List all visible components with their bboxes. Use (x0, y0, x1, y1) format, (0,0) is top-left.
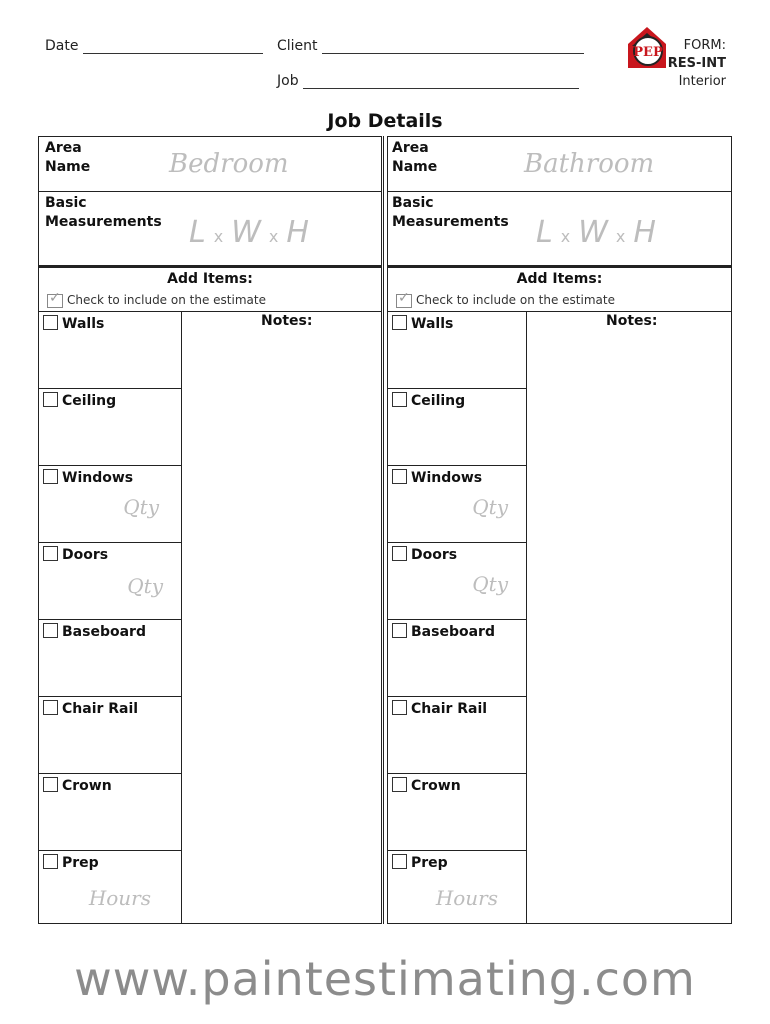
job-label: Job (277, 73, 299, 89)
add-items-heading: Add Items: (167, 271, 253, 287)
area-name-label: Area Name (392, 140, 438, 175)
checkbox[interactable] (43, 854, 58, 869)
date-line[interactable] (83, 39, 263, 54)
lwh-hint[interactable]: Lx W x H (536, 215, 658, 250)
client-label: Client (277, 38, 318, 54)
item-chair-rail[interactable]: Chair Rail (39, 696, 181, 774)
page-title: Job Details (327, 110, 443, 132)
checkbox[interactable] (392, 777, 407, 792)
area-name-value[interactable]: Bedroom (169, 149, 289, 179)
checkbox[interactable] (392, 469, 407, 484)
checkbox[interactable] (392, 623, 407, 638)
measurements-label: Basic Measurements (45, 195, 162, 230)
item-walls[interactable]: Walls (388, 311, 526, 389)
items-column (39, 311, 182, 923)
checked-checkbox-icon (396, 294, 412, 308)
client-line[interactable] (322, 39, 584, 54)
item-chair-rail[interactable]: Chair Rail (388, 696, 526, 774)
checkbox[interactable] (43, 777, 58, 792)
items-column (388, 311, 527, 923)
divider-line (388, 191, 731, 192)
item-prep[interactable]: Prep Hours (388, 850, 526, 923)
item-crown[interactable]: Crown (388, 773, 526, 851)
checkbox[interactable] (392, 854, 407, 869)
hours-hint: Hours (435, 886, 498, 910)
item-windows[interactable]: Windows Qty (388, 465, 526, 543)
date-label: Date (45, 38, 79, 54)
qty-hint: Qty (472, 495, 508, 519)
item-walls[interactable]: Walls (39, 311, 181, 389)
item-doors[interactable]: Doors Qty (388, 542, 526, 620)
panel-left (38, 136, 382, 924)
item-ceiling[interactable]: Ceiling (39, 388, 181, 466)
checkbox[interactable] (392, 546, 407, 561)
checkbox[interactable] (392, 700, 407, 715)
qty-hint: Qty (127, 574, 163, 598)
checkbox[interactable] (392, 392, 407, 407)
job-field (277, 73, 579, 89)
thick-divider (388, 265, 731, 268)
form-info (668, 37, 726, 91)
check-note: ✓Check to include on the estimate (47, 293, 266, 308)
item-doors[interactable]: Doors Qty (39, 542, 181, 620)
lwh-hint[interactable]: Lx W x H (189, 215, 311, 250)
item-prep[interactable]: Prep Hours (39, 850, 181, 923)
item-baseboard[interactable]: Baseboard (388, 619, 526, 697)
form-prefix: FORM: (683, 38, 726, 53)
form-code: RES-INT (667, 56, 726, 71)
checkbox[interactable] (43, 392, 58, 407)
checkbox[interactable] (392, 315, 407, 330)
client-field (277, 38, 584, 54)
checkbox[interactable] (43, 469, 58, 484)
form-type: Interior (678, 74, 726, 89)
qty-hint: Qty (472, 572, 508, 596)
notes-label: Notes: (606, 313, 658, 329)
job-line[interactable] (303, 74, 579, 89)
qty-hint: Qty (123, 495, 159, 519)
item-windows[interactable]: Windows Qty (39, 465, 181, 543)
svg-text:PEP: PEP (633, 45, 663, 60)
divider-line (39, 191, 381, 192)
panel-right (387, 136, 732, 924)
hours-hint: Hours (88, 886, 151, 910)
item-ceiling[interactable]: Ceiling (388, 388, 526, 466)
item-baseboard[interactable]: Baseboard (39, 619, 181, 697)
area-name-value[interactable]: Bathroom (524, 149, 655, 179)
checkbox[interactable] (43, 546, 58, 561)
panel-divider (381, 136, 384, 924)
checkbox[interactable] (43, 315, 58, 330)
date-field (45, 38, 263, 54)
notes-label: Notes: (261, 313, 313, 329)
add-items-heading: Add Items: (516, 271, 603, 287)
thick-divider (39, 265, 381, 268)
checked-checkbox-icon (47, 294, 63, 308)
checkbox[interactable] (43, 623, 58, 638)
footer-url: www.paintestimating.com (74, 952, 696, 1006)
item-crown[interactable]: Crown (39, 773, 181, 851)
pep-logo (624, 24, 670, 70)
measurements-label: Basic Measurements (392, 195, 509, 230)
area-name-label: Area Name (45, 140, 91, 175)
checkbox[interactable] (43, 700, 58, 715)
check-note: ✓Check to include on the estimate (396, 293, 615, 308)
